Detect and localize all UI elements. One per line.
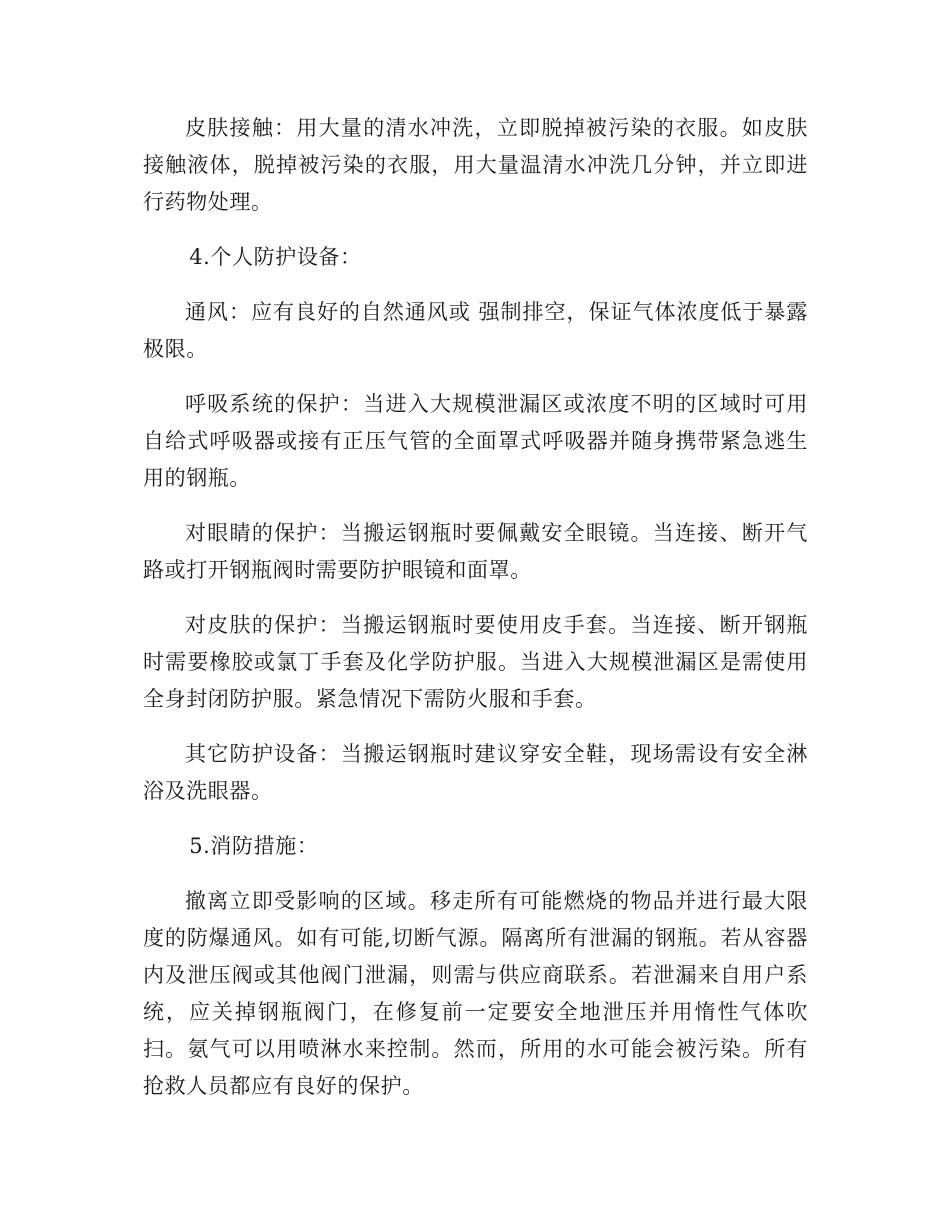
paragraph-fire-measures: 撤离立即受影响的区域。移走所有可能燃烧的物品并进行最大限度的防爆通风。如有可能,切断气源。隔离所有泄漏的钢瓶。若从容器内及泄压阀或其他阀门泄漏，则需与供应商联系。若泄漏来自用户系统，应关掉钢瓶阀门，在修复前一定要安全地泄压并用惰性气体吹扫。氨气可以用喷淋水来控制。然而，所用的水可能会被污染。所有抢救人员都应有良好的保护。 [143, 889, 808, 1098]
paragraph-ventilation: 通风：应有良好的自然通风或 强制排空，保证气体浓度低于暴露极限。 [143, 300, 808, 361]
section-heading-personal-protection: 4.个人防护设备： [189, 245, 362, 269]
document-page [143, 110, 808, 1105]
paragraph-skin-protection: 对皮肤的保护：当搬运钢瓶时要使用皮手套。当连接、断开钢瓶时需要橡胶或氯丁手套及化学防护服。当进入大规模泄漏区是需使用全身封闭防护服。紧急情况下需防火服和手套。 [143, 613, 808, 711]
section-heading-fire-measures: 5.消防措施： [189, 834, 319, 858]
paragraph-eye-protection: 对眼睛的保护：当搬运钢瓶时要佩戴安全眼镜。当连接、断开气路或打开钢瓶阀时需要防护眼镜和面罩。 [143, 521, 808, 582]
paragraph-other-protection: 其它防护设备：当搬运钢瓶时建议穿安全鞋，现场需设有安全淋浴及洗眼器。 [143, 742, 808, 803]
paragraph-skin-contact: 皮肤接触：用大量的清水冲洗，立即脱掉被污染的衣服。如皮肤接触液体，脱掉被污染的衣服，用大量温清水冲洗几分钟，并立即进行药物处理。 [143, 116, 808, 214]
paragraph-respiratory-protection: 呼吸系统的保护：当进入大规模泄漏区或浓度不明的区域时可用自给式呼吸器或接有正压气管的全面罩式呼吸器并随身携带紧急逃生用的钢瓶。 [143, 392, 808, 490]
